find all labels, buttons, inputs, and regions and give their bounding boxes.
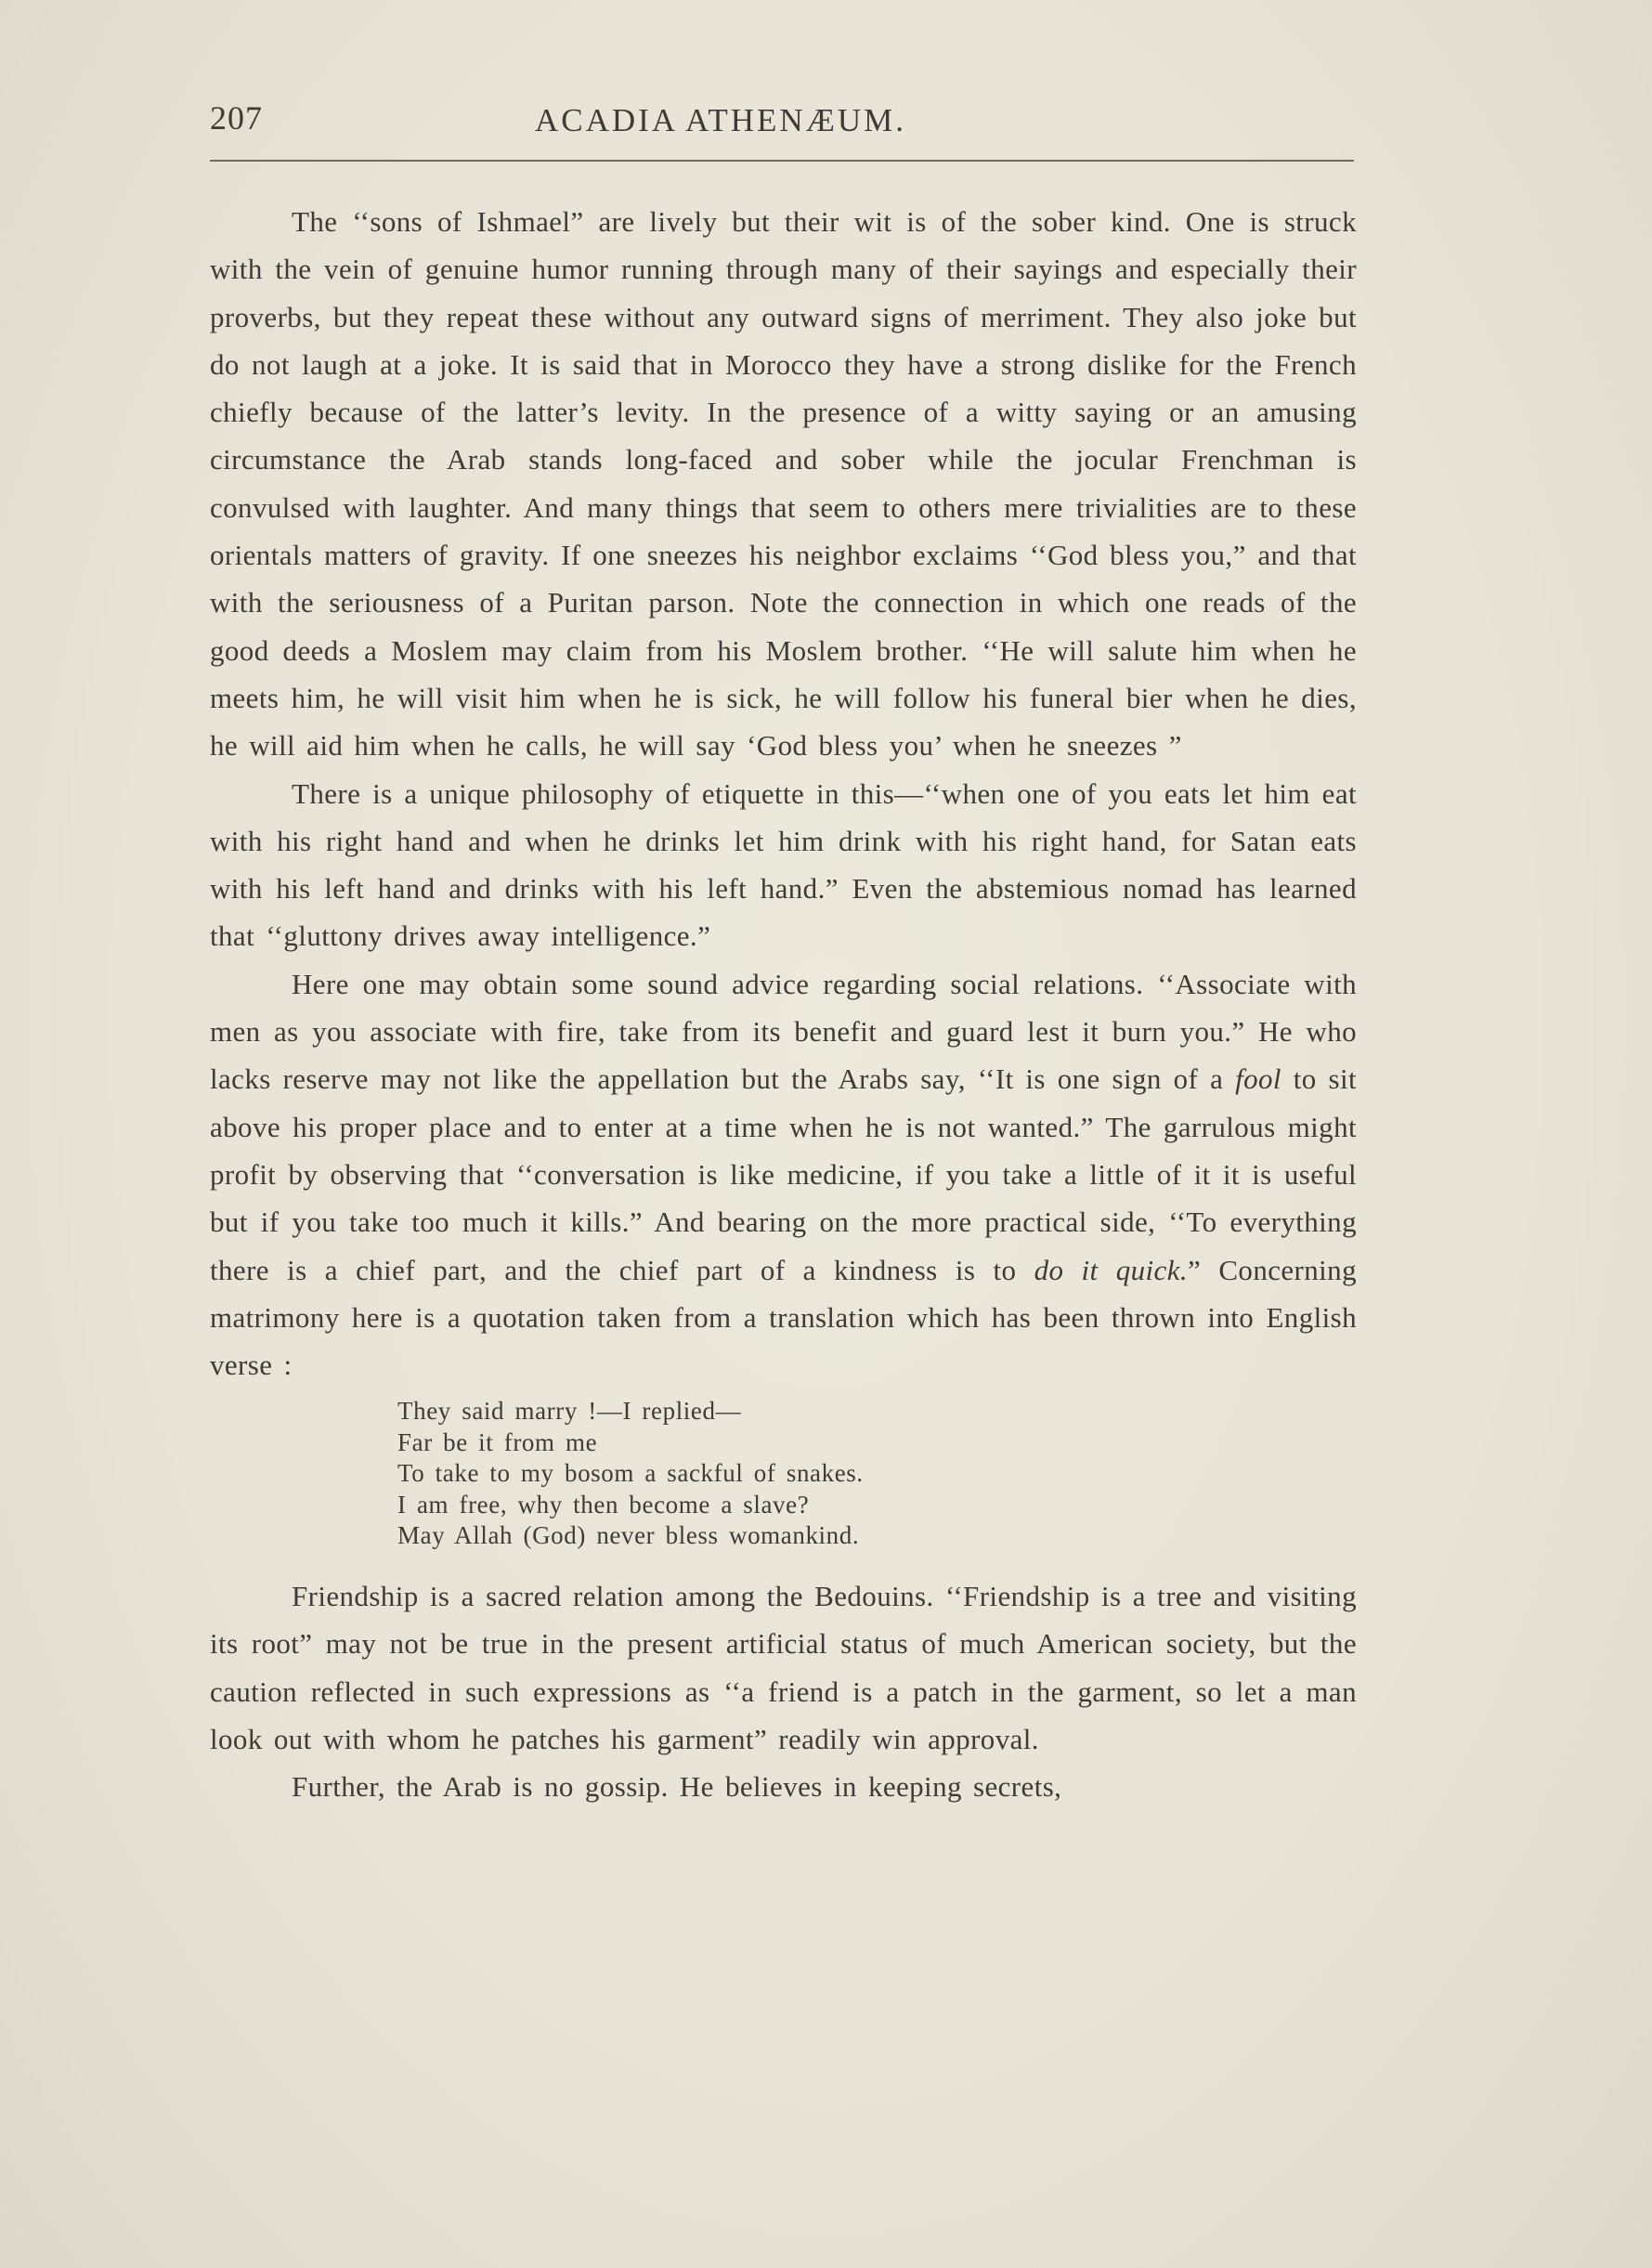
paragraph-gossip: Further, the Arab is no gossip. He believes in keeping secrets,: [292, 1770, 1062, 1804]
page-number: 207: [210, 99, 263, 137]
header-rule: [210, 160, 1354, 162]
verse-line: I am free, why then become a slave?: [397, 1490, 810, 1519]
paragraph-friendship: Friendship is a sacred relation among the Bedouins. ‘‘Friendship is a tree and visiting its root” may not be true in the present artificial status of much American society, but the caution reflected in such expressions as ‘‘a friend is a patch in the garment, so let a man look out with whom he patches his garment” readily win approval.: [210, 1579, 1357, 1755]
paragraph-social-relations: Here one may obtain some sound advice regarding social relations. ‘‘Associate with men as you associate with fire, take from its benefit and guard lest it burn you.” He who lacks reserve may not like the appellation but the Arabs say, ‘‘It is one sign of a fool to sit above his proper place and to enter at a time when he is not wanted.” The garrulous might profit by observing that ‘‘conversation is like medicine, if you take a little of it it is useful but if you take too much it kills.” And bearing on the more practical side, ‘‘To everything there is a chief part, and the chief part of a kindness is to do it quick.” Concerning matrimony here is a quotation taken from a translation which has been thrown into English verse :: [210, 967, 1358, 1382]
page-header: [210, 98, 1352, 154]
verse-line: Far be it from me: [397, 1427, 598, 1456]
running-title: ACADIA ATHENÆUM.: [535, 102, 906, 138]
paragraph-sons-of-ishmael: The ‘‘sons of Ishmael” are lively but their wit is of the sober kind. One is struck with the vein of genuine humor running through many of their sayings and especially their proverbs, but they repeat these without any outward signs of merriment. They also joke but do not laugh at a joke. It is said that in Morocco they have a strong dislike for the French chiefly because of the latter’s levity. In the presence of a witty saying or an amusing circumstance the Arab stands long-faced and sober while the jocular Frenchman is convulsed with laughter. And many things that seem to others mere trivialities are to these orientals matters of gravity. If one sneezes his neighbor exclaims ‘‘God bless you,” and that with the seriousness of a Puritan parson. Note the connection in which one reads of the good deeds a Moslem may claim from his Moslem brother. ‘‘He will salute him when he meets him, he will visit him when he is sick, he will follow his funeral bier when he dies, he will aid him when he calls, he will say ‘God bless you’ when he sneezes ”: [210, 205, 1357, 763]
italic-do-it-quick: do it quick.: [1034, 1253, 1189, 1286]
verse-quotation: [397, 1396, 1357, 1552]
paragraph-etiquette: There is a unique philosophy of etiquette in this—‘‘when one of you eats let him eat with his right hand and when he drinks let him drink with his right hand, for Satan eats with his left hand and drinks with his left hand.” Even the abstemious nomad has learned that ‘‘gluttony drives away intelligence.”: [210, 776, 1357, 953]
article-body: [210, 198, 1357, 1810]
verse-line: May Allah (God) never bless womankind.: [397, 1521, 860, 1550]
verse-line: They said marry !—I replied—: [397, 1397, 742, 1426]
italic-fool: fool: [1235, 1062, 1281, 1096]
verse-line: To take to my bosom a sackful of snakes.: [397, 1459, 864, 1488]
